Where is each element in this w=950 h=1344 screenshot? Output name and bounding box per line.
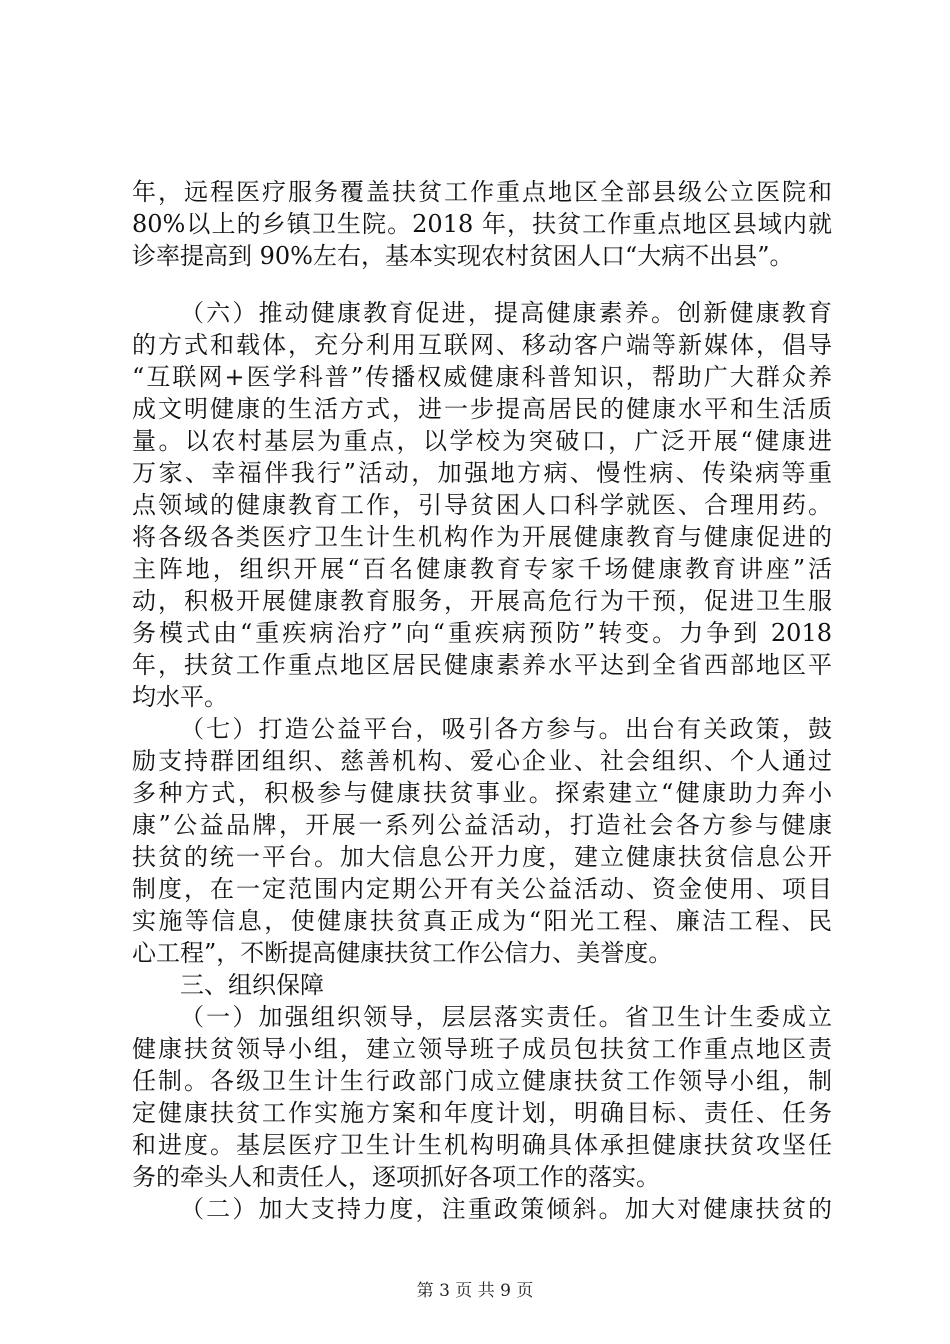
section-heading: 三、组织保障: [180, 971, 324, 999]
paragraph-line: 年，远程医疗服务覆盖扶贫工作重点地区全部县级公立医院和: [132, 178, 832, 206]
paragraph-line: 实施等信息，使健康扶贫真正成为“阳光工程、廉洁工程、民: [132, 907, 832, 935]
paragraph-last-line: 均水平。: [132, 683, 228, 711]
paragraph-line: 点领域的健康教育工作，引导贫困人口科学就医、合理用药。: [132, 491, 832, 519]
paragraph-line: “互联网+医学科普”传播权威健康科普知识，帮助广大群众养: [132, 363, 832, 391]
paragraph-first-line: （一）加强组织领导，层层落实责任。省卫生计生委成立: [180, 1003, 832, 1031]
paragraph-line: 多种方式，积极参与健康扶贫事业。探索建立“健康助力奔小: [132, 779, 832, 807]
paragraph-line: 量。以农村基层为重点，以学校为突破口，广泛开展“健康进: [132, 427, 832, 455]
paragraph-line: 制度，在一定范围内定期公开有关公益活动、资金使用、项目: [132, 875, 832, 903]
paragraph-line: 定健康扶贫工作实施方案和年度计划，明确目标、责任、任务: [132, 1099, 832, 1127]
page-number-footer: 第 3 页 共 9 页: [416, 1281, 534, 1301]
paragraph-line: 成文明健康的生活方式，进一步提高居民的健康水平和生活质: [132, 395, 832, 423]
paragraph-line: 动，积极开展健康教育服务，开展高危行为干预，促进卫生服: [132, 587, 832, 615]
paragraph-line: 任制。各级卫生计生行政部门成立健康扶贫工作领导小组，制: [132, 1067, 832, 1095]
paragraph-line: 健康扶贫领导小组，建立领导班子成员包扶贫工作重点地区责: [132, 1035, 832, 1063]
paragraph-line: 万家、幸福伴我行”活动，加强地方病、慢性病、传染病等重: [132, 459, 832, 487]
paragraph-line: 诊率提高到 90%左右，基本实现农村贫困人口“大病不出县”。: [132, 242, 794, 270]
paragraph-first-line: （七）打造公益平台，吸引各方参与。出台有关政策，鼓: [180, 715, 832, 743]
paragraph-line: 80%以上的乡镇卫生院。2018 年，扶贫工作重点地区县域内就: [132, 210, 832, 238]
paragraph-line: 主阵地，组织开展“百名健康教育专家千场健康教育讲座”活: [132, 555, 832, 583]
paragraph-line: 励支持群团组织、慈善机构、爱心企业、社会组织、个人通过: [132, 747, 832, 775]
paragraph-line: 康”公益品牌，开展一系列公益活动，打造社会各方参与健康: [132, 811, 832, 839]
paragraph-line: 扶贫的统一平台。加大信息公开力度，建立健康扶贫信息公开: [132, 843, 832, 871]
paragraph-line: 务模式由“重疾病治疗”向“重疾病预防”转变。力争到 2018: [132, 619, 832, 647]
paragraph-line: 年，扶贫工作重点地区居民健康素养水平达到全省西部地区平: [132, 651, 832, 679]
paragraph-line: 和进度。基层医疗卫生计生机构明确具体承担健康扶贫攻坚任: [132, 1131, 832, 1159]
paragraph-last-line: 务的牵头人和责任人，逐项抓好各项工作的落实。: [132, 1163, 660, 1191]
paragraph-first-line: （二）加大支持力度，注重政策倾斜。加大对健康扶贫的: [180, 1195, 832, 1223]
paragraph-first-line: （六）推动健康教育促进，提高健康素养。创新健康教育: [180, 299, 832, 327]
paragraph-last-line: 心工程”，不断提高健康扶贫工作公信力、美誉度。: [132, 939, 673, 967]
paragraph-line: 将各级各类医疗卫生计生机构作为开展健康教育与健康促进的: [132, 523, 832, 551]
paragraph-line: 的方式和载体，充分利用互联网、移动客户端等新媒体，倡导: [132, 331, 832, 359]
